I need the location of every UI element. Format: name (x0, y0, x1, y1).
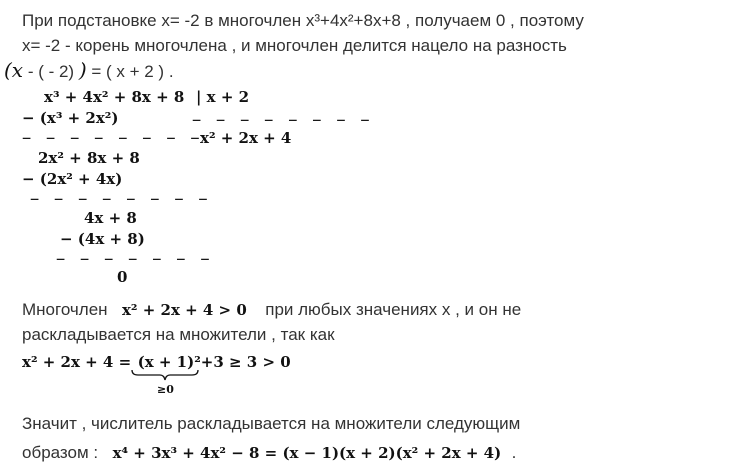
division-divider-right: − − − − − − − − (192, 111, 373, 129)
division-remainder-1: 2x² + 8x + 8 (38, 149, 140, 167)
intro-line-3-end: = ( x + 2 ) . (86, 62, 174, 81)
intro-line-3 (4, 58, 174, 82)
division-divider-2: − − − − − − − − (30, 190, 211, 208)
intro-line-1: При подстановке x= -2 в многочлен x³+4x²+8x+8 , получаем 0 , поэтому (22, 11, 584, 30)
conclusion-line-2 (22, 443, 516, 463)
open-paren-x: (x (4, 58, 24, 82)
division-subtract-3: − (4x + 8) (60, 230, 145, 248)
inequality-rhs: +3 ≥ 3 > 0 (200, 353, 291, 371)
conclusion-line-1: Значит , числитель раскладывается на множители следующим (22, 414, 521, 433)
inequality-braced-term: (x + 1)² (137, 353, 201, 371)
division-dividend: x³ + 4x² + 8x + 8 (44, 88, 185, 106)
division-subtract-2: − (2x² + 4x) (22, 170, 123, 188)
underbrace (130, 369, 200, 381)
claim-line-2: раскладывается на множители , так как (22, 325, 335, 344)
division-quotient: x² + 2x + 4 (200, 129, 292, 147)
division-remainder-final: 0 (117, 268, 128, 286)
division-divider-1: − − − − − − − − (22, 129, 203, 147)
claim-inequality: x² + 2x + 4 > 0 (121, 301, 247, 319)
claim-label: Многочлен (22, 300, 108, 319)
division-divider-3: − − − − − − − (56, 250, 213, 268)
claim-text: при любых значениях x , и он не (265, 300, 522, 319)
close-paren: ) (78, 58, 87, 82)
conclusion-label: образом : (22, 443, 99, 462)
division-subtract-1: − (x³ + 2x²) (22, 109, 119, 127)
intro-line-2: x= -2 - корень многочлена , и многочлен делится нацело на разность (22, 36, 567, 55)
division-remainder-2: 4x + 8 (84, 209, 137, 227)
conclusion-period: . (511, 443, 517, 462)
underbrace-label: ≥0 (157, 383, 174, 396)
claim-line-1 (22, 300, 521, 320)
division-divisor: | x + 2 (196, 88, 250, 106)
intro-line-3-mid: - ( - 2) (23, 62, 79, 81)
factorization-formula: x⁴ + 3x³ + 4x² − 8 = (x − 1)(x + 2)(x² + 2x + 4) (112, 444, 502, 462)
inequality-lhs: x² + 2x + 4 = (22, 353, 132, 371)
